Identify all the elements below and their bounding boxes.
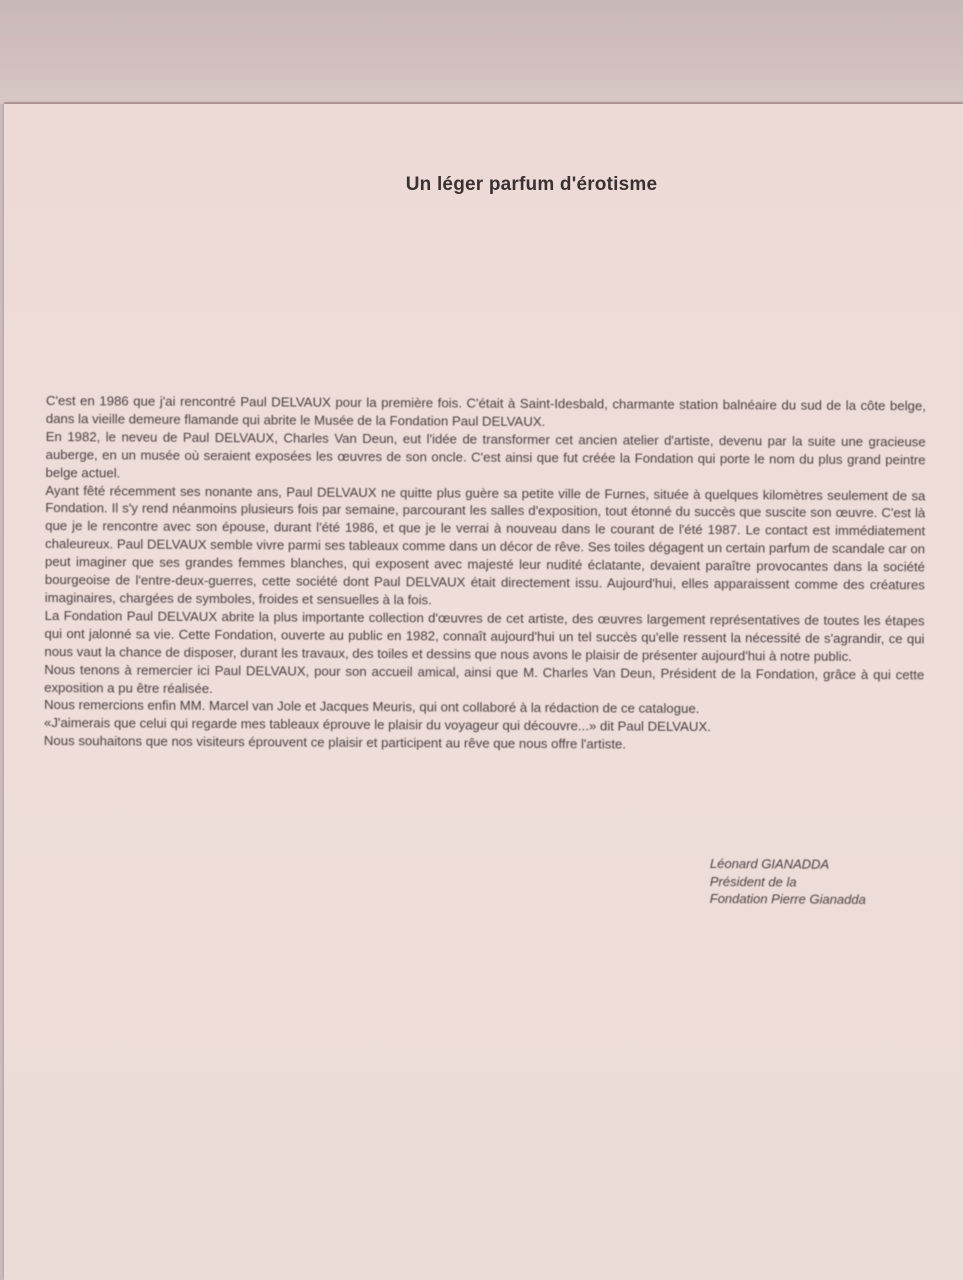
paragraph: Ayant fêté récemment ses nonante ans, Paul DELVAUX ne quitte plus guère sa petite ville de Furnes, située à quelques kilomètres seulement de sa Fondation. Il s'y rend néanmoins plusieurs fois par semaine, parcourant les salles d'exposition, tout étonné du succès que suscite son œuvre. C'est là que je le rencontre avec son épouse, durant l'été 1986, et que je le verrai à nouveau dans le courant de l'été 1987. Le contact est immédiatement chaleureux. Paul DELVAUX semble vivre parmi ses tableaux comme dans un décor de rêve. Ses toiles dégagent un certain parfum de scandale car on peut imaginer que ses grandes femmes blanches, qui exposent avec majesté leur nudité éclatante, devaient paraître provocantes dans la société bourgeoise de l'entre-deux-guerres, cette société dont Paul DELVAUX était directement issu. Aujourd'hui, elles apparaissent comme des créatures imaginaires, chargées de symboles, froides et sensuelles à la fois. xyxy=(44,482,926,608)
paragraph: «J'aimerais que celui qui regarde mes tableaux éprouve le plaisir du voyageur qui découvre...» dit Paul DELVAUX. xyxy=(43,715,711,735)
document-body xyxy=(44,392,926,755)
paragraph: En 1982, le neveu de Paul DELVAUX, Charles Van Deun, eut l'idée de transformer cet ancien atelier d'artiste, devenu par la suite une gracieuse auberge, en un musée où seraient exposées les œuvres de son oncle. C'est ainsi que fut créée la Fondation qui porte le nom du plus grand peintre belge actuel. xyxy=(45,428,926,481)
paragraph: La Fondation Paul DELVAUX abrite la plus importante collection d'œuvres de cet artiste, des œuvres largement représentatives de toutes les étapes qui ont jalonné sa vie. Cette Fondation, ouverte au public en 1982, connaît aujourd'hui un tel succès qu'elle ressent la nécessité de s'agrandir, ce qui nous vaut la chance de disposer, durant les travaux, des toiles et dessins que nous avons le plaisir de présenter aujourd'hui à notre public. xyxy=(44,607,925,664)
signature-role: Président de la xyxy=(709,873,797,890)
paragraph: Nous souhaitons que nos visiteurs éprouvent ce plaisir et participent au rêve que nous offre l'artiste. xyxy=(43,733,627,752)
signature-block xyxy=(710,855,866,908)
paragraph: Nous remercions enfin MM. Marcel van Jole et Jacques Meuris, qui ont collaboré à la rédaction de ce catalogue. xyxy=(44,697,700,717)
signature-name: Léonard GIANADDA xyxy=(709,856,830,872)
document-title: Un léger parfum d'érotisme xyxy=(405,174,658,195)
background-surface xyxy=(0,0,963,104)
paragraph: Nous tenons à remercier ici Paul DELVAUX, pour son accueil amical, ainsi que M. Charles Van Deun, Président de la Fondation, grâce à qui cette exposition a pu être réalisée. xyxy=(44,661,925,696)
signature-organization: Fondation Pierre Gianadda xyxy=(709,890,866,907)
paragraph: C'est en 1986 que j'ai rencontré Paul DELVAUX pour la première fois. C'était à Saint-Idesbald, charmante station balnéaire du sud de la côte belge, dans la vieille demeure flamande qui abrite le Musée de la Fondation Paul DELVAUX. xyxy=(45,392,926,429)
